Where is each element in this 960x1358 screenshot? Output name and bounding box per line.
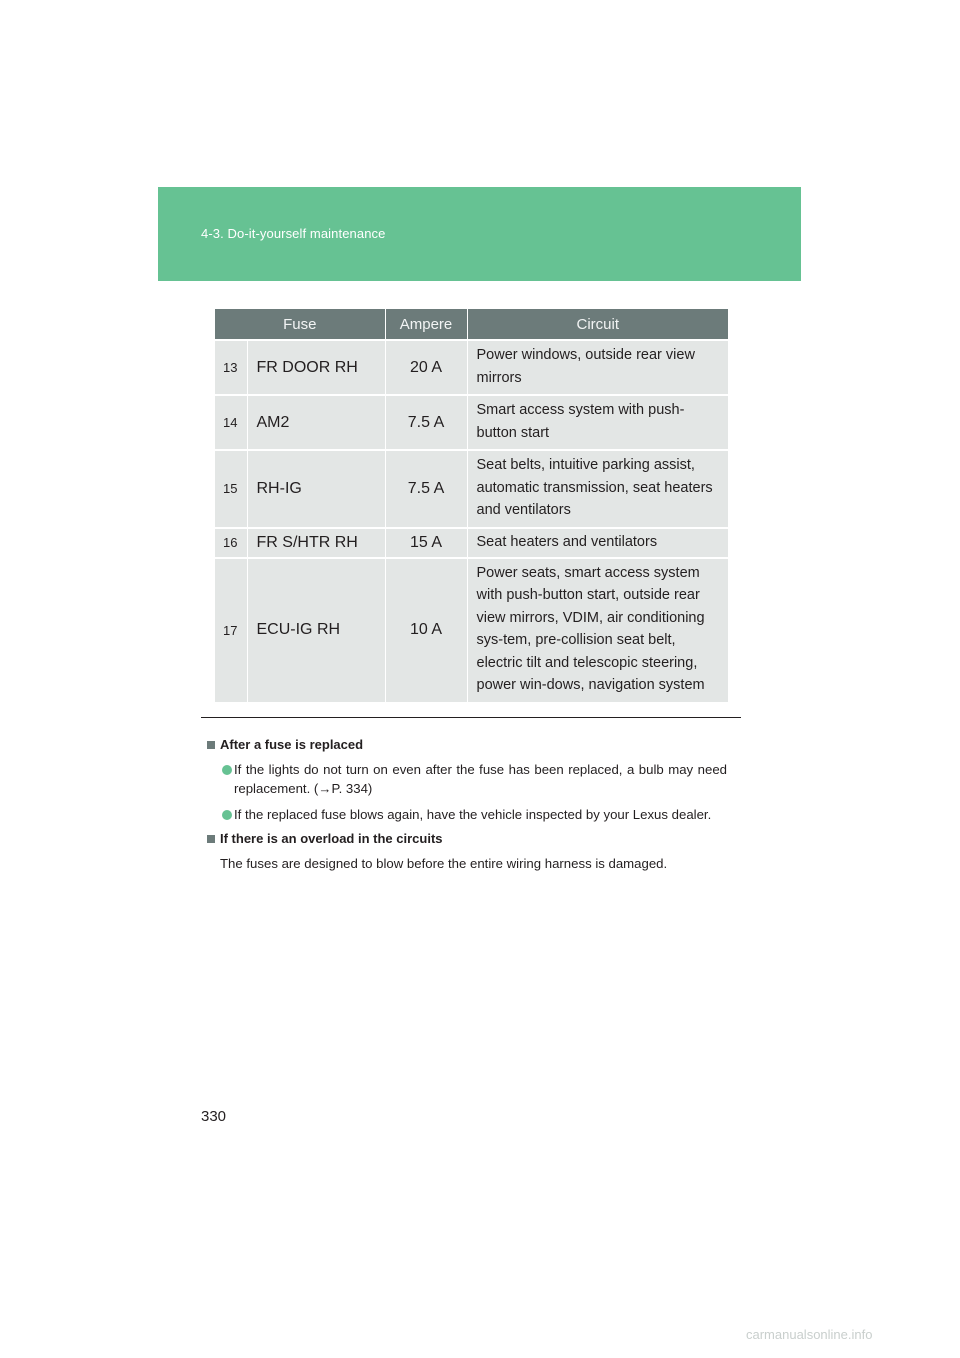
table-row [215, 340, 728, 395]
column-header-circuit: Circuit [467, 309, 728, 340]
note-bullet-1-text: If the lights do not turn on even after the fuse has been replaced, a bulb may need replacement. (→P. 334) [234, 762, 727, 796]
fuse-number: 13 [215, 340, 247, 395]
table-header-row [215, 309, 728, 340]
overload-text: The fuses are designed to blow before the entire wiring harness is damaged. [220, 856, 668, 871]
section-header-band [158, 187, 801, 281]
note-bullet-2-text: If the replaced fuse blows again, have the vehicle inspected by your Lexus dealer. [234, 807, 712, 822]
fuse-circuit: Power seats, smart access system with push-button start, outside rear view mirrors, VDIM, air conditioning sys-tem, pre-collision seat belt, electric tilt and telescopic steering, power win-dows, navigation system [467, 558, 728, 702]
fuse-number: 17 [215, 558, 247, 702]
fuse-ampere: 15 A [385, 528, 467, 558]
note-bullet-2 [207, 805, 727, 824]
fuse-number: 16 [215, 528, 247, 558]
overload-heading-text: If there is an overload in the circuits [220, 831, 443, 846]
fuse-table [215, 309, 728, 702]
fuse-number: 14 [215, 395, 247, 450]
page-number: 330 [201, 1108, 227, 1125]
section-divider [201, 717, 741, 718]
section-title: 4-3. Do-it-yourself maintenance [201, 226, 386, 241]
after-fuse-heading [207, 737, 727, 753]
overload-heading [207, 831, 727, 847]
after-fuse-heading-text: After a fuse is replaced [220, 737, 364, 752]
table-row [215, 528, 728, 558]
fuse-name: RH-IG [247, 450, 385, 528]
fuse-name: ECU-IG RH [247, 558, 385, 702]
fuse-name: FR S/HTR RH [247, 528, 385, 558]
fuse-ampere: 10 A [385, 558, 467, 702]
circle-bullet-icon [222, 765, 232, 775]
fuse-circuit: Smart access system with push-button start [467, 395, 728, 450]
watermark: carmanualsonline.info [746, 1327, 873, 1342]
circle-bullet-icon [222, 810, 232, 820]
table-row [215, 395, 728, 450]
fuse-number: 15 [215, 450, 247, 528]
fuse-circuit: Seat heaters and ventilators [467, 528, 728, 558]
table-row [215, 450, 728, 528]
square-bullet-icon [207, 835, 215, 843]
fuse-ampere: 20 A [385, 340, 467, 395]
square-bullet-icon [207, 741, 215, 749]
column-header-fuse: Fuse [215, 309, 385, 340]
fuse-name: FR DOOR RH [247, 340, 385, 395]
fuse-name: AM2 [247, 395, 385, 450]
fuse-circuit: Seat belts, intuitive parking assist, automatic transmission, seat heaters and ventilators [467, 450, 728, 528]
notes-section [207, 737, 727, 873]
fuse-ampere: 7.5 A [385, 450, 467, 528]
fuse-circuit: Power windows, outside rear view mirrors [467, 340, 728, 395]
column-header-ampere: Ampere [385, 309, 467, 340]
fuse-ampere: 7.5 A [385, 395, 467, 450]
table-row [215, 558, 728, 702]
note-bullet-1 [207, 760, 727, 798]
